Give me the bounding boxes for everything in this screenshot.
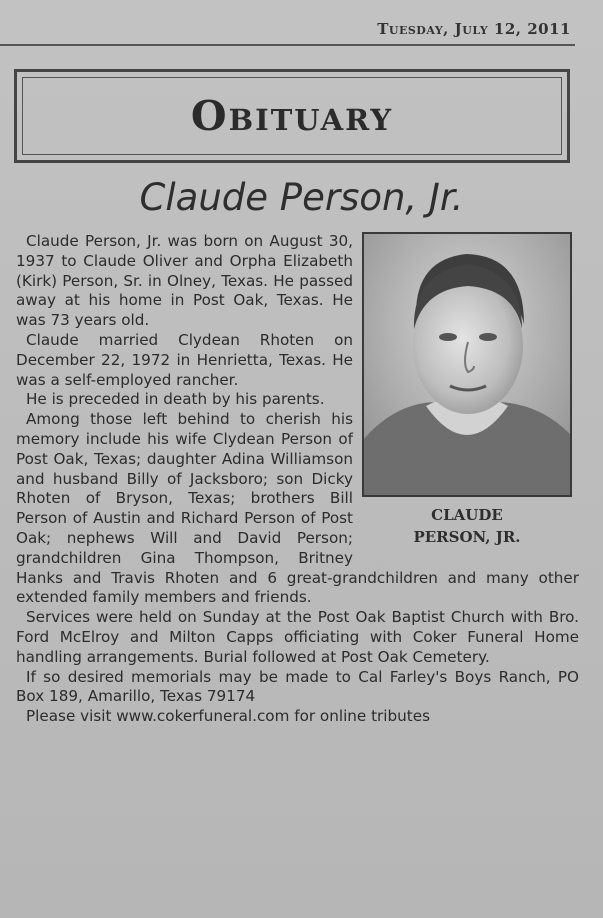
- banner-inner-frame: [22, 77, 562, 155]
- paragraph-memorials: If so desired memorials may be made to Cal Farley's Boys Ranch, PO Box 189, Amarillo, Texas 79174: [16, 667, 579, 706]
- paragraph-survivors: Among those left behind to cherish his memory include his wife Clydean Person of Post Oak, Texas; daughter Adina Williamson and husband Billy of Jacksboro; son Dicky Rhoten of Bryson, Texas; brothers Bill Person of Austin and Richard Person of Post Oak; nephews Will and David Person; grandchildren Gina Thompson, Britney Hanks and Travis Rhoten and 6 great-grandchildren and many other extended family members and friends.: [16, 410, 579, 607]
- photo-caption-line-1: CLAUDE: [431, 506, 503, 524]
- banner-title: Obituary: [190, 92, 394, 140]
- deceased-name: Claude Person, Jr.: [139, 176, 464, 219]
- paragraph-services: Services were held on Sunday at the Post Oak Baptist Church with Bro. Ford McElroy and Milton Capps officiating with Coker Funeral Home handling arrangements. Burial followed at Post Oak Cemetery.: [16, 608, 579, 666]
- obituary-banner: [14, 69, 570, 163]
- obituary-body: [16, 232, 579, 727]
- publication-date: Tuesday, July 12, 2011: [377, 20, 571, 38]
- paragraph-preceded: He is preceded in death by his parents.: [26, 390, 325, 409]
- paragraph-birth: Claude Person, Jr. was born on August 30, 1937 to Claude Oliver and Orpha Elizabeth (Kirk) Person, Sr. in Olney, Texas. He passed away at his home in Post Oak, Texas. He was 73 years old.: [16, 232, 353, 330]
- photo-caption-line-2: PERSON, JR.: [413, 528, 521, 546]
- paragraph-marriage: Claude married Clydean Rhoten on December 22, 1972 in Henrietta, Texas. He was a self-employed rancher.: [16, 330, 353, 389]
- photo-wrap-spacer: [353, 232, 579, 549]
- header-rule: [0, 44, 575, 46]
- paragraph-tributes: Please visit www.cokerfuneral.com for online tributes: [26, 707, 430, 726]
